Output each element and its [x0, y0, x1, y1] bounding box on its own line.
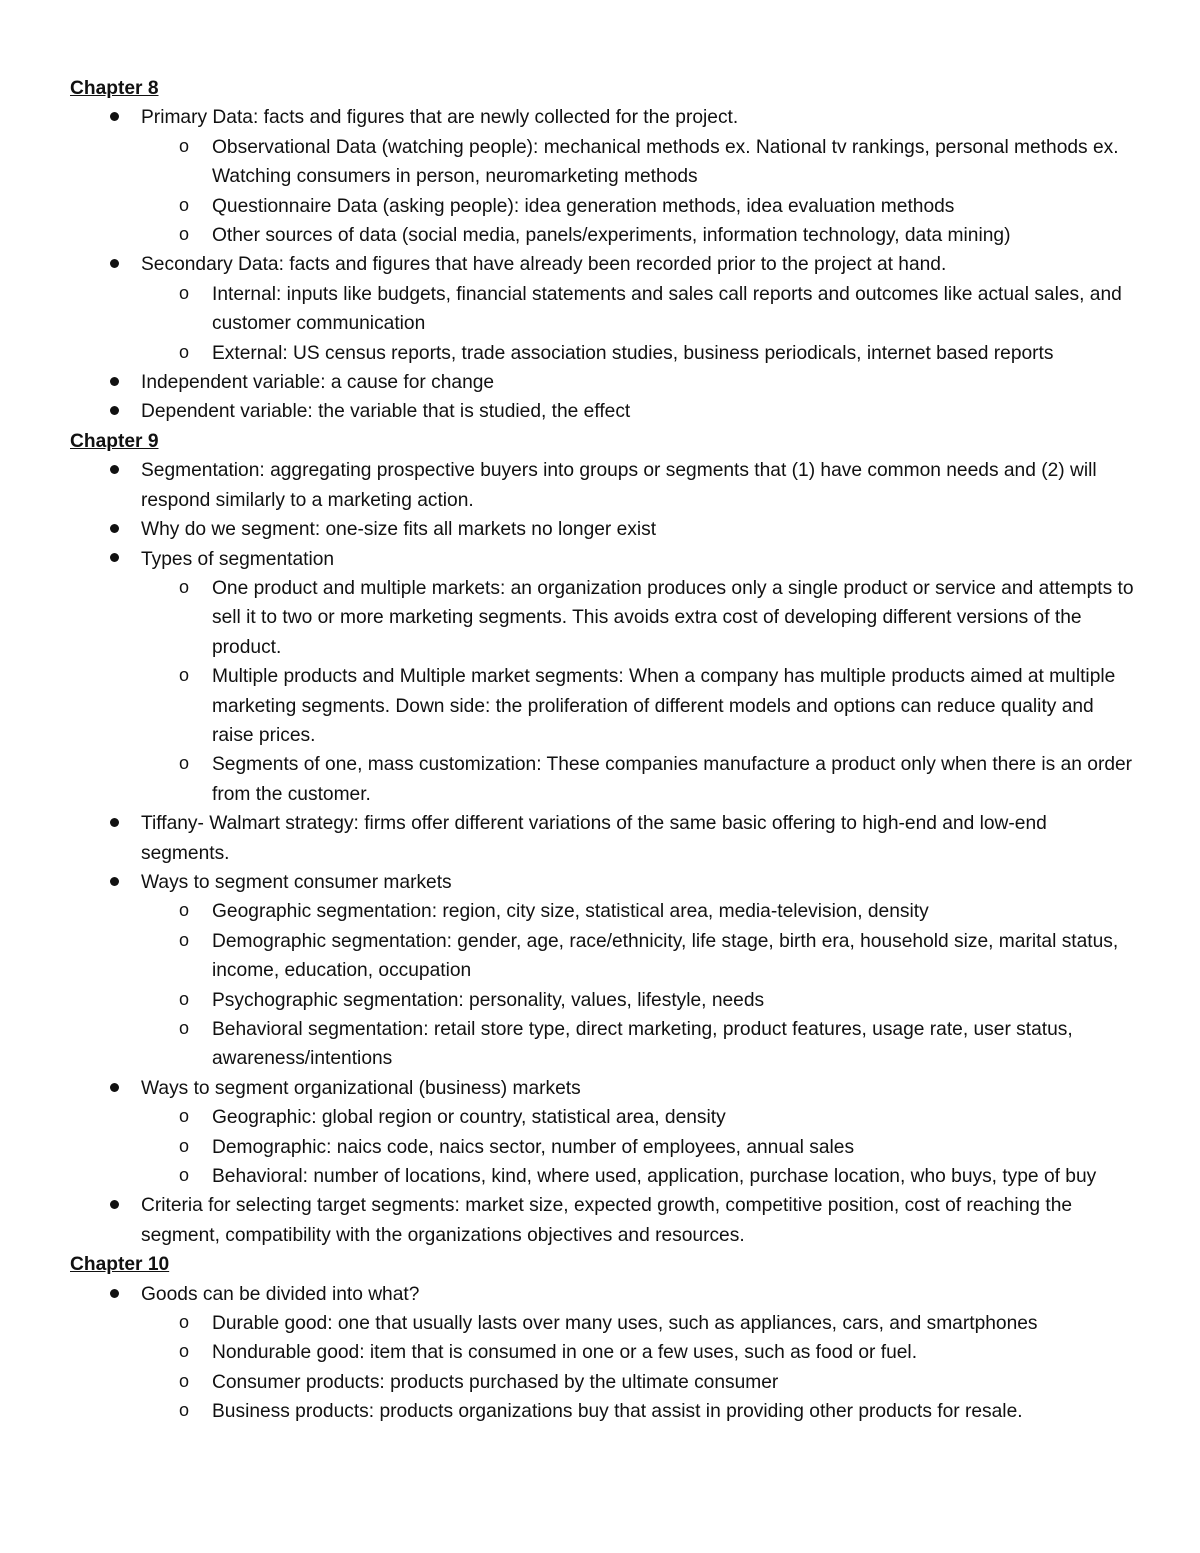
bullet-text: Criteria for selecting target segments: market size, expected growth, competitive position, cost of reaching the segment, compatibility with the organizations objectives and resources.: [141, 1195, 1073, 1246]
sub-bullet-text: Demographic: naics code, naics sector, number of employees, annual sales: [212, 1136, 855, 1158]
hollow-bullet-icon: o: [178, 665, 189, 686]
bullet-item: [70, 1191, 1140, 1250]
chapter-heading: Chapter 10: [70, 1254, 170, 1276]
sub-bullet-text: Durable good: one that usually lasts over many uses, such as appliances, cars, and smartphones: [212, 1313, 1038, 1335]
hollow-bullet-icon: o: [178, 929, 189, 950]
sub-bullet-item: [141, 1309, 1140, 1338]
bullet-item: [70, 456, 1140, 515]
sub-bullet-text: External: US census reports, trade association studies, business periodicals, internet based reports: [212, 342, 1054, 364]
bullet-text: Goods can be divided into what?: [141, 1283, 420, 1305]
sub-bullet-text: Nondurable good: item that is consumed in one or a few uses, such as food or fuel.: [212, 1342, 918, 1364]
bullet-text: Tiffany- Walmart strategy: firms offer different variations of the same basic offering to high-end and low-end segments.: [141, 813, 1047, 864]
bullet-text: Types of segmentation: [141, 548, 335, 570]
bullet-item: [70, 397, 1140, 426]
bullet-item: [70, 868, 1140, 1074]
sub-bullet-item: [141, 927, 1140, 986]
bullet-item: [70, 368, 1140, 397]
sub-bullet-text: Consumer products: products purchased by the ultimate consumer: [212, 1371, 779, 1393]
sub-bullet-item: [141, 1103, 1140, 1132]
hollow-bullet-icon: o: [178, 341, 189, 362]
bullet-text: Independent variable: a cause for change: [141, 372, 495, 394]
bullet-text: Ways to segment organizational (business) markets: [141, 1077, 581, 1099]
hollow-bullet-icon: o: [178, 1370, 189, 1391]
bullet-icon: [104, 456, 124, 485]
sub-bullet-list: [141, 133, 1140, 251]
sub-bullet-item: [141, 339, 1140, 368]
sub-bullet-item: [141, 1133, 1140, 1162]
sub-bullet-text: Behavioral: number of locations, kind, where used, application, purchase location, who buys, type of buy: [212, 1166, 1097, 1188]
bullet-icon: [104, 809, 124, 838]
bullet-text: Primary Data: facts and figures that are newly collected for the project.: [141, 107, 739, 129]
bullet-text: Segmentation: aggregating prospective buyers into groups or segments that (1) have common needs and (2) will respond similarly to a marketing action.: [141, 460, 1097, 511]
bullet-icon: [104, 103, 124, 132]
sub-bullet-list: [141, 1309, 1140, 1427]
chapter-heading: Chapter 8: [70, 78, 159, 99]
bullet-item: [70, 103, 1140, 250]
hollow-bullet-icon: o: [178, 1341, 189, 1362]
bullet-item: [70, 250, 1140, 368]
sub-bullet-item: [141, 750, 1140, 809]
sub-bullet-item: [141, 1397, 1140, 1426]
hollow-bullet-icon: o: [178, 1135, 189, 1156]
sub-bullet-text: Questionnaire Data (asking people): idea generation methods, idea evaluation methods: [212, 195, 955, 217]
bullet-item: [70, 545, 1140, 810]
hollow-bullet-icon: o: [178, 135, 189, 156]
bullet-icon: [104, 1191, 124, 1220]
sub-bullet-text: Segments of one, mass customization: These companies manufacture a product only when there is an order from the customer.: [212, 754, 1133, 805]
hollow-bullet-icon: o: [178, 1312, 189, 1333]
bullet-icon: [104, 1074, 124, 1103]
sub-bullet-text: Demographic segmentation: gender, age, race/ethnicity, life stage, birth era, household size, marital status, income, education, occupation: [212, 930, 1119, 982]
bullet-item: [70, 1074, 1140, 1192]
hollow-bullet-icon: o: [178, 1018, 189, 1038]
sub-bullet-text: Geographic: global region or country, statistical area, density: [212, 1107, 726, 1129]
sub-bullet-text: Business products: products organizations buy that assist in providing other products for resale.: [212, 1401, 1023, 1423]
hollow-bullet-icon: o: [178, 194, 189, 215]
bullet-icon: [104, 515, 124, 544]
bullet-icon: [104, 1280, 124, 1309]
sub-bullet-list: [141, 280, 1140, 368]
sub-bullet-item: [141, 1368, 1140, 1397]
sub-bullet-item: [141, 986, 1140, 1015]
sub-bullet-item: [141, 574, 1140, 662]
bullet-list: [70, 103, 1140, 426]
bullet-item: [70, 1280, 1140, 1427]
sub-bullet-list: [141, 1103, 1140, 1191]
sub-bullet-item: [141, 133, 1140, 192]
hollow-bullet-icon: o: [178, 988, 189, 1009]
sub-bullet-item: [141, 280, 1140, 339]
sub-bullet-list: [141, 897, 1140, 1073]
hollow-bullet-icon: o: [178, 282, 189, 303]
bullet-icon: [104, 545, 124, 574]
sub-bullet-item: [141, 1015, 1140, 1074]
sub-bullet-text: Geographic segmentation: region, city size, statistical area, media-television, density: [212, 901, 929, 923]
sub-bullet-item: [141, 192, 1140, 221]
hollow-bullet-icon: o: [178, 900, 189, 921]
sub-bullet-text: One product and multiple markets: an organization produces only a single product or service and attempts to sell it to two or more marketing segments. This avoids extra cost of developing different versions of the product.: [212, 577, 1134, 658]
hollow-bullet-icon: o: [178, 1165, 189, 1186]
hollow-bullet-icon: o: [178, 576, 189, 597]
bullet-icon: [104, 368, 124, 397]
bullet-list: [70, 1280, 1140, 1427]
bullet-text: Ways to segment consumer markets: [141, 871, 452, 893]
hollow-bullet-icon: o: [178, 224, 189, 245]
sub-bullet-text: Observational Data (watching people): mechanical methods ex. National tv rankings, personal methods ex. Watching consumers in person, neuromarketing methods: [212, 136, 1119, 188]
sub-bullet-text: Behavioral segmentation: retail store type, direct marketing, product features, usage rate, user status, awareness/intentions: [212, 1019, 1073, 1070]
hollow-bullet-icon: o: [178, 753, 189, 774]
sub-bullet-item: [141, 1162, 1140, 1191]
sub-bullet-text: Psychographic segmentation: personality, values, lifestyle, needs: [212, 989, 765, 1011]
sub-bullet-list: [141, 574, 1140, 809]
sub-bullet-item: [141, 662, 1140, 750]
bullet-list: [70, 456, 1140, 1250]
bullet-icon: [104, 397, 124, 426]
bullet-icon: [104, 250, 124, 279]
sub-bullet-item: [141, 1338, 1140, 1367]
bullet-item: [70, 515, 1140, 544]
hollow-bullet-icon: o: [178, 1400, 189, 1421]
sub-bullet-text: Multiple products and Multiple market segments: When a company has multiple products aimed at multiple marketing segments. Down side: the proliferation of different models and options can reduce quality and raise prices.: [212, 666, 1116, 746]
bullet-icon: [104, 868, 124, 897]
hollow-bullet-icon: o: [178, 1106, 189, 1127]
sub-bullet-text: Internal: inputs like budgets, financial statements and sales call reports and outcomes like actual sales, and customer communication: [212, 283, 1122, 335]
sub-bullet-text: Other sources of data (social media, panels/experiments, information technology, data mining): [212, 225, 1011, 247]
chapter-heading: Chapter 9: [70, 430, 159, 452]
sub-bullet-item: [141, 897, 1140, 926]
bullet-text: Dependent variable: the variable that is studied, the effect: [141, 401, 631, 423]
bullet-item: [70, 809, 1140, 868]
sub-bullet-item: [141, 221, 1140, 250]
bullet-text: Secondary Data: facts and figures that have already been recorded prior to the project at hand.: [141, 254, 947, 276]
bullet-text: Why do we segment: one-size fits all markets no longer exist: [141, 519, 657, 541]
